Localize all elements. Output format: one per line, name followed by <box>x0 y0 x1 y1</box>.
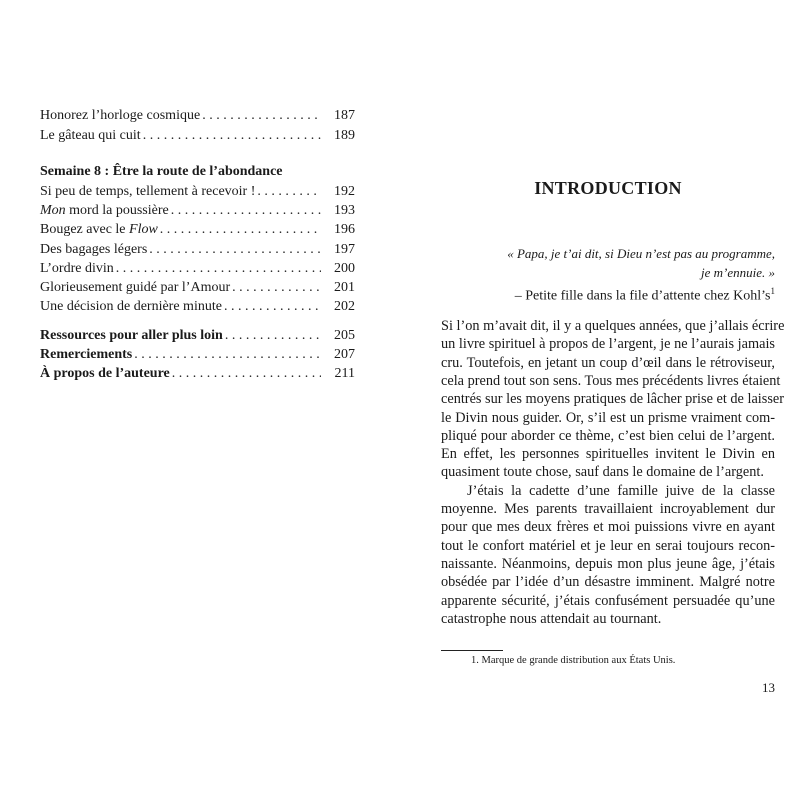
toc-entry-page: 197 <box>334 242 355 257</box>
toc-entry-title: À propos de l’auteure <box>40 366 170 381</box>
epigraph-line: « Papa, je t’ai dit, si Dieu n’est pas au programme, <box>507 246 775 261</box>
body-text-line: apparente sécurité, j’étais confusément persuadée qu’une <box>441 592 775 609</box>
toc-entry-title: Une décision de dernière minute <box>40 299 222 314</box>
toc-entry-page: 187 <box>334 108 355 123</box>
toc-entry-page: 205 <box>334 328 355 343</box>
body-text-line: catastrophe nous attendait au tournant. <box>441 610 662 627</box>
dot-leader <box>143 126 321 145</box>
body-text-line: pliqué pour aborder ce thème, c’est bien celui de l’argent. <box>441 427 775 444</box>
toc-entry-page: 211 <box>334 366 355 381</box>
toc-entry-title: L’ordre divin <box>40 261 114 276</box>
body-text-line: Si l’on m’avait dit, il y a quelques années, que j’allais écrire <box>441 318 785 334</box>
toc-entry <box>40 278 355 297</box>
body-text-line: tout le confort matériel et je leur en serai toujours recon- <box>441 537 775 554</box>
body-text-line: cru. Toutefois, en jetant un coup d’œil dans le rétroviseur, <box>441 354 775 371</box>
toc-entry <box>40 259 355 278</box>
toc-entry <box>40 326 355 345</box>
body-text-line: En effet, les personnes spirituelles invitent le Divin en <box>441 446 775 463</box>
footnote: 1. Marque de grande distribution aux États Unis. <box>471 655 676 666</box>
toc-entry <box>40 126 355 145</box>
toc-entry-page: 189 <box>334 128 355 143</box>
body-text-line: naissante. Néanmoins, depuis mon plus jeune âge, j’étais <box>441 555 775 572</box>
italic-word: Flow <box>129 222 158 237</box>
toc-entry-page: 193 <box>334 203 355 218</box>
body-text-line: pour que mes deux frères et moi puissions vivre en ayant <box>441 519 775 536</box>
dot-leader <box>232 278 321 297</box>
toc-entry <box>40 345 355 364</box>
epigraph-attribution <box>515 282 775 306</box>
title-rest: mord la poussière <box>65 203 169 218</box>
toc-entry <box>40 240 355 259</box>
toc-entry-title: Ressources pour aller plus loin <box>40 328 223 343</box>
footnote-ref[interactable]: 1 <box>770 286 775 296</box>
toc-entry-page: 200 <box>334 261 355 276</box>
body-text-line: un livre spirituel à propos de l’argent, je ne l’aurais jamais <box>441 336 775 353</box>
dot-leader <box>134 345 321 364</box>
body-text-line: obsédée par l’idée d’un désastre imminent. Malgré notre <box>441 574 775 591</box>
toc-entry-page: 192 <box>334 184 355 199</box>
toc-entry-page: 202 <box>334 299 355 314</box>
dot-leader <box>224 297 321 316</box>
attribution-text: – Petite fille dans la file d’attente chez Kohl’s <box>514 288 771 304</box>
page-number: 13 <box>762 680 775 695</box>
toc-entry-title: Glorieusement guidé par l’Amour <box>40 280 231 295</box>
toc-entry-title: Remerciements <box>40 347 133 362</box>
chapter-title: INTRODUCTION <box>534 178 682 198</box>
toc-entry-title: Si peu de temps, tellement à recevoir ! <box>40 184 256 199</box>
body-text-line: le Divin nous guider. Or, s’il est un prisme vraiment com- <box>441 409 775 426</box>
toc-entry-page: 207 <box>334 347 355 362</box>
italic-word: Mon <box>40 203 66 218</box>
body-text-line: moyenne. Mes parents travaillaient incroyablement dur <box>441 501 775 517</box>
toc-entry <box>40 182 355 201</box>
dot-leader <box>225 326 321 345</box>
dot-leader <box>160 220 321 239</box>
toc-entry-title: Le gâteau qui cuit <box>40 128 141 143</box>
dot-leader <box>171 201 321 220</box>
dot-leader <box>172 364 321 383</box>
toc-entry-page: 196 <box>334 222 355 237</box>
dot-leader <box>202 106 321 125</box>
toc-entry-title: Honorez l’horloge cosmique <box>40 108 201 123</box>
dot-leader <box>257 182 321 201</box>
body-text-line: quasiment toute chose, sauf dans le domaine de l’argent. <box>441 464 764 481</box>
toc-entry <box>40 220 355 239</box>
dot-leader <box>149 240 321 259</box>
body-text-line: cela prend tout son sens. Tous mes précédents livres étaient <box>441 372 781 389</box>
footnote-rule <box>441 650 503 651</box>
toc-entry <box>40 106 355 125</box>
title-start: Bougez avec le <box>40 222 130 237</box>
dot-leader <box>116 259 321 278</box>
epigraph-line: je m’ennuie. » <box>700 265 775 280</box>
toc-section-heading: Semaine 8 : Être la route de l’abondance <box>40 164 283 179</box>
toc-entry-title: Des bagages légers <box>40 242 148 257</box>
toc-entry <box>40 297 355 316</box>
body-text-line: centrés sur les moyens pratiques de lâcher prise et de laisser <box>441 391 784 408</box>
toc-entry <box>40 364 355 383</box>
toc-entry-title <box>40 220 158 239</box>
body-text-line: J’étais la cadette d’une famille juive de la classe <box>467 482 775 499</box>
toc-entry-page: 201 <box>334 280 355 295</box>
toc-entry-title <box>40 201 169 220</box>
toc-entry <box>40 201 355 220</box>
